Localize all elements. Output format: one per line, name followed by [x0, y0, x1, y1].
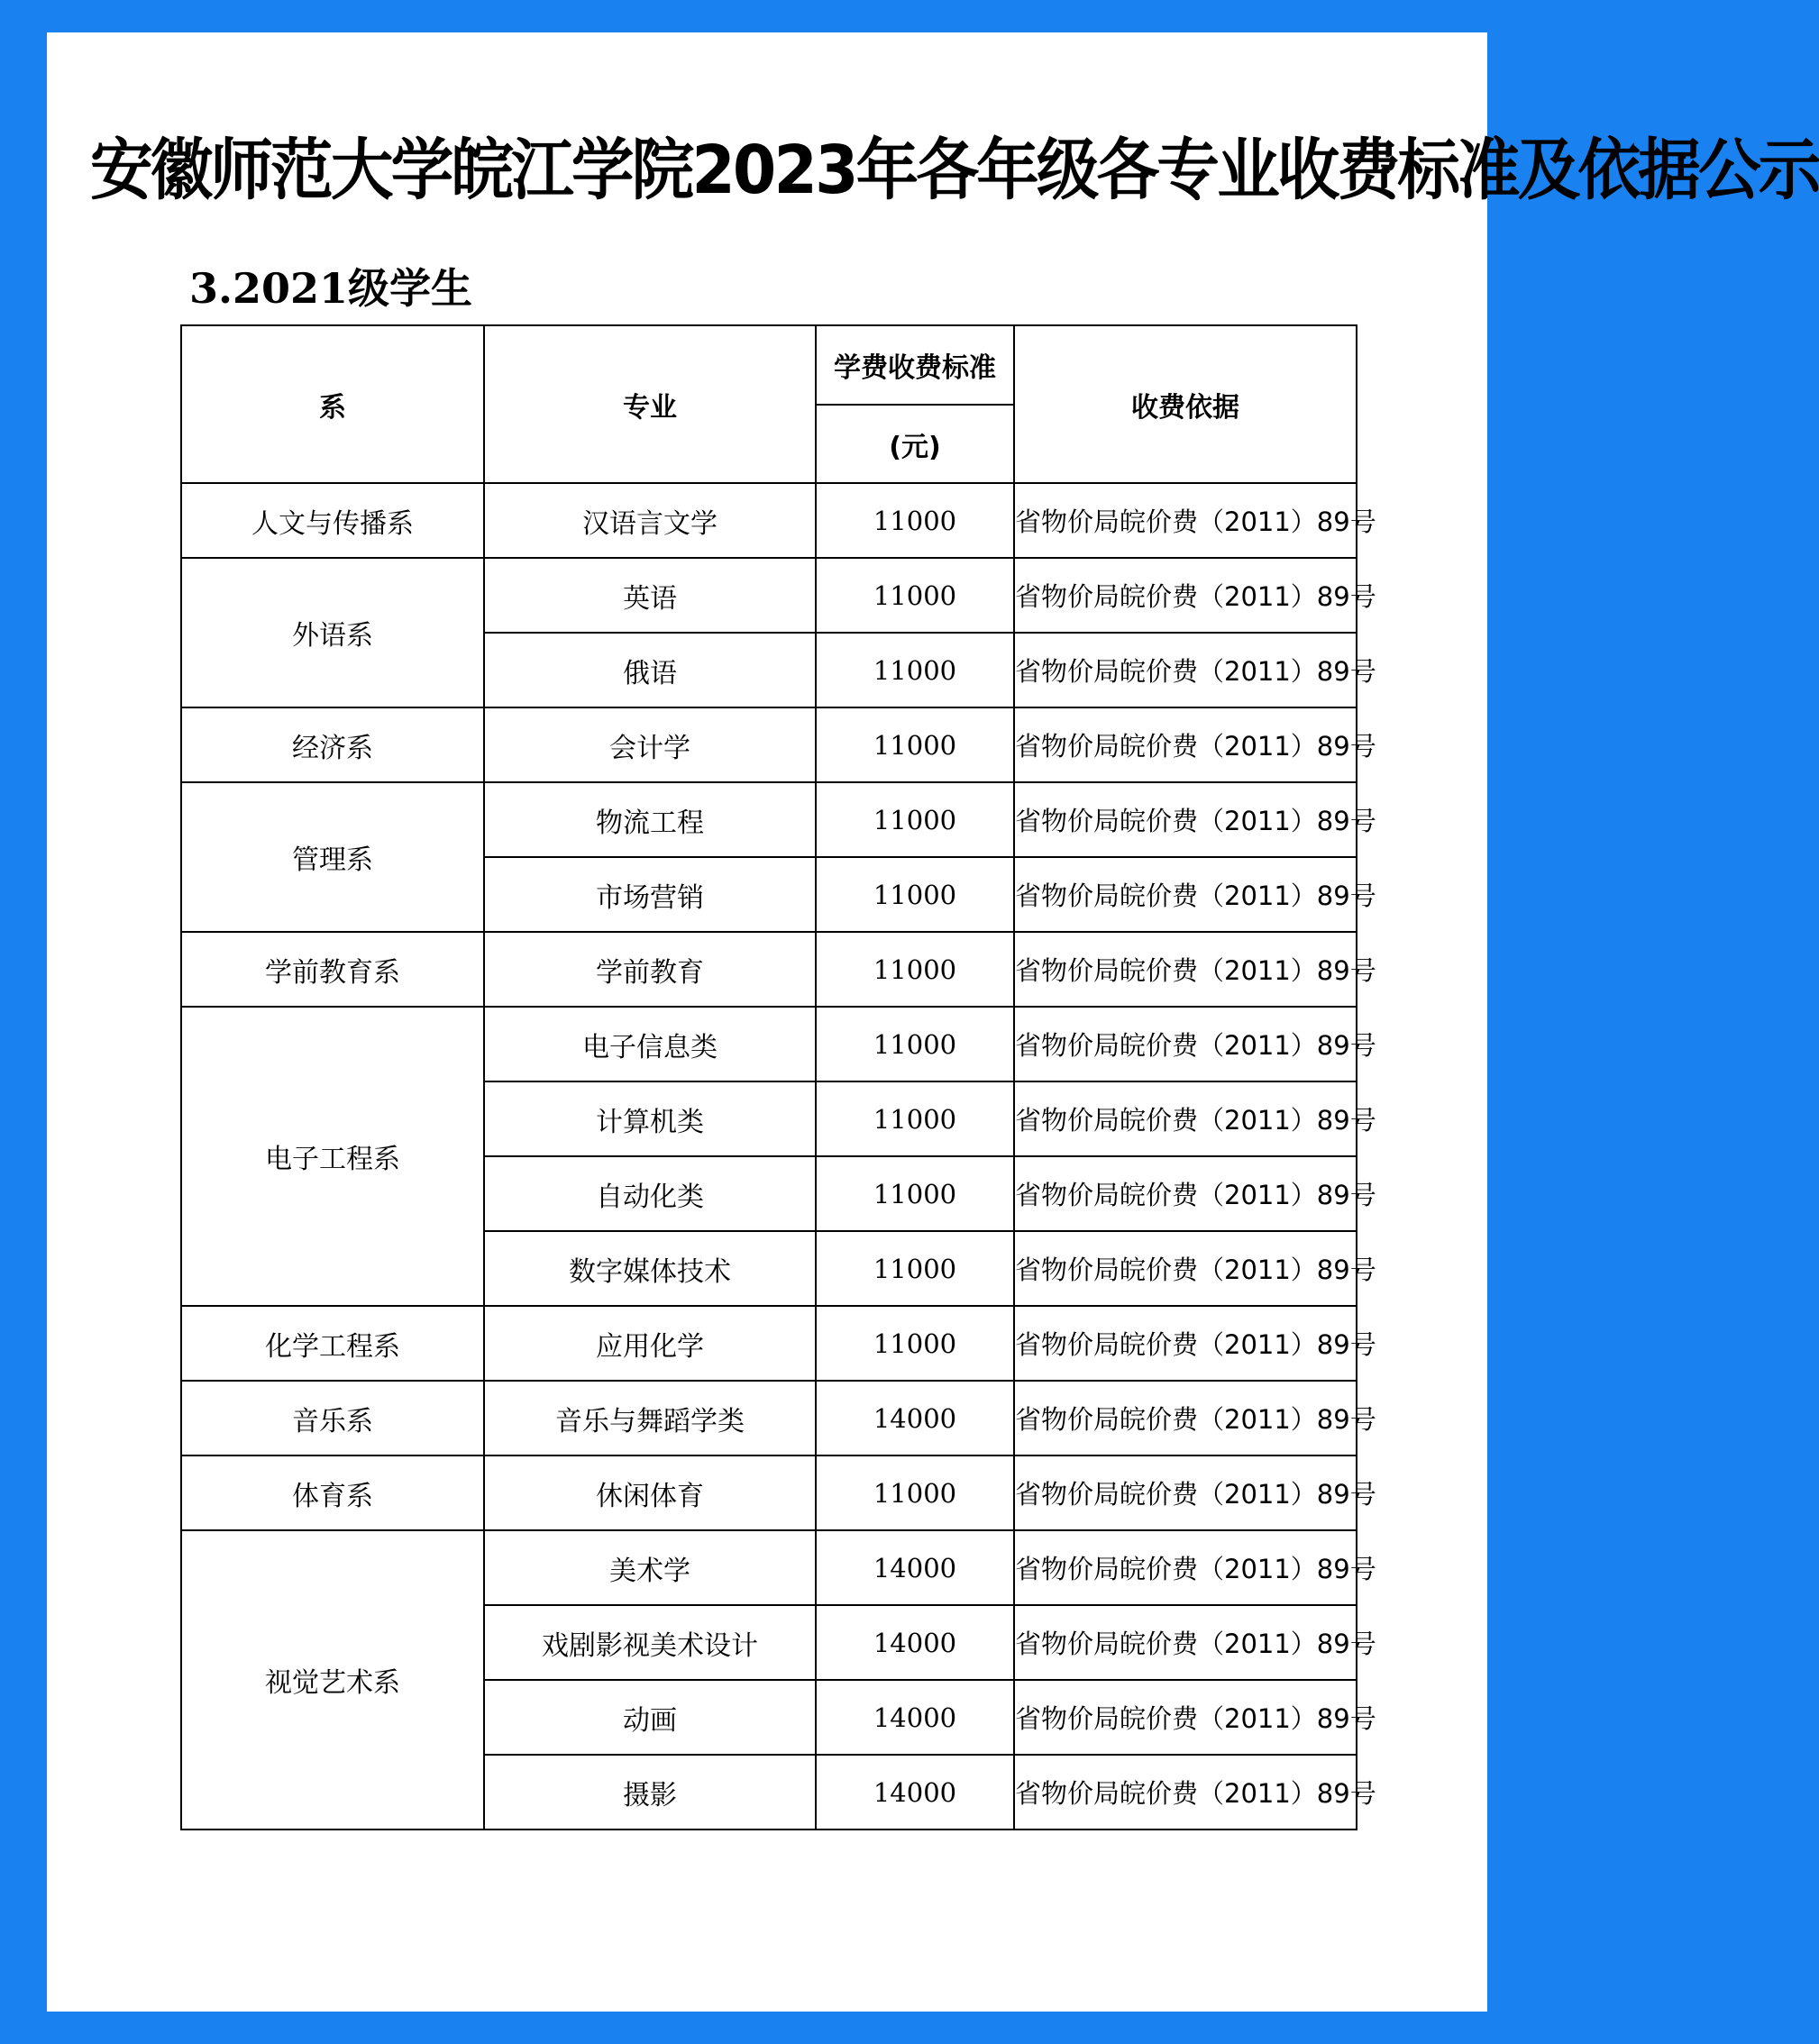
- basis-cell: 省物价局皖价费（2011）89号: [1014, 1755, 1357, 1830]
- basis-cell: 省物价局皖价费（2011）89号: [1014, 1605, 1357, 1680]
- basis-cell: 省物价局皖价费（2011）89号: [1014, 633, 1357, 707]
- department-cell: 人文与传播系: [181, 483, 484, 558]
- major-cell: 动画: [484, 1680, 816, 1755]
- fee-cell: 14000: [816, 1605, 1014, 1680]
- basis-cell: 省物价局皖价费（2011）89号: [1014, 483, 1357, 558]
- table-row: [181, 707, 1357, 782]
- major-cell: 摄影: [484, 1755, 816, 1830]
- table-row: [181, 932, 1357, 1007]
- header-fee: 学费收费标准: [816, 325, 1014, 405]
- major-cell: 应用化学: [484, 1306, 816, 1381]
- table-row: [181, 1530, 1357, 1605]
- table-row: [181, 483, 1357, 558]
- fee-cell: 11000: [816, 1007, 1014, 1081]
- major-cell: 戏剧影视美术设计: [484, 1605, 816, 1680]
- basis-cell: 省物价局皖价费（2011）89号: [1014, 1530, 1357, 1605]
- section-heading: 3.2021级学生: [189, 264, 473, 313]
- fee-cell: 11000: [816, 483, 1014, 558]
- department-cell: 视觉艺术系: [181, 1530, 484, 1830]
- basis-cell: 省物价局皖价费（2011）89号: [1014, 707, 1357, 782]
- fee-cell: 11000: [816, 558, 1014, 633]
- table-body: [181, 483, 1376, 1830]
- major-cell: 电子信息类: [484, 1007, 816, 1081]
- department-cell: 音乐系: [181, 1381, 484, 1455]
- document-page: [47, 32, 1819, 2012]
- basis-cell: 省物价局皖价费（2011）89号: [1014, 1381, 1357, 1455]
- major-cell: 物流工程: [484, 782, 816, 857]
- fee-cell: 11000: [816, 1306, 1014, 1381]
- major-cell: 数字媒体技术: [484, 1231, 816, 1306]
- fee-cell: 11000: [816, 1455, 1014, 1530]
- fee-cell: 11000: [816, 1231, 1014, 1306]
- table-row: [181, 1306, 1357, 1381]
- page-title: 安徽师范大学皖江学院2023年各年级各专业收费标准及依据公示: [89, 132, 1819, 209]
- major-cell: 英语: [484, 558, 816, 633]
- major-cell: 会计学: [484, 707, 816, 782]
- major-cell: 音乐与舞蹈学类: [484, 1381, 816, 1455]
- fee-cell: 11000: [816, 1081, 1014, 1156]
- department-cell: 学前教育系: [181, 932, 484, 1007]
- fee-cell: 14000: [816, 1680, 1014, 1755]
- basis-cell: 省物价局皖价费（2011）89号: [1014, 1081, 1357, 1156]
- basis-cell: 省物价局皖价费（2011）89号: [1014, 1156, 1357, 1231]
- major-cell: 俄语: [484, 633, 816, 707]
- major-cell: 自动化类: [484, 1156, 816, 1231]
- basis-cell: 省物价局皖价费（2011）89号: [1014, 857, 1357, 932]
- basis-cell: 省物价局皖价费（2011）89号: [1014, 1455, 1357, 1530]
- basis-cell: 省物价局皖价费（2011）89号: [1014, 782, 1357, 857]
- basis-cell: 省物价局皖价费（2011）89号: [1014, 558, 1357, 633]
- fee-cell: 14000: [816, 1381, 1014, 1455]
- basis-cell: 省物价局皖价费（2011）89号: [1014, 1306, 1357, 1381]
- department-cell: 管理系: [181, 782, 484, 932]
- header-department: 系: [181, 325, 484, 483]
- major-cell: 市场营销: [484, 857, 816, 932]
- table-row: [181, 782, 1357, 857]
- major-cell: 学前教育: [484, 932, 816, 1007]
- fee-cell: 11000: [816, 1156, 1014, 1231]
- table-row: [181, 1455, 1357, 1530]
- fee-cell: 11000: [816, 932, 1014, 1007]
- header-fee-unit: (元): [816, 405, 1014, 483]
- department-cell: 外语系: [181, 558, 484, 707]
- department-cell: 化学工程系: [181, 1306, 484, 1381]
- table-row: [181, 558, 1357, 633]
- department-cell: 经济系: [181, 707, 484, 782]
- header-major: 专业: [484, 325, 816, 483]
- major-cell: 美术学: [484, 1530, 816, 1605]
- fee-cell: 14000: [816, 1530, 1014, 1605]
- fee-table: [180, 324, 1376, 1830]
- department-cell: 体育系: [181, 1455, 484, 1530]
- fee-cell: 11000: [816, 857, 1014, 932]
- table-row: [181, 1381, 1357, 1455]
- major-cell: 休闲体育: [484, 1455, 816, 1530]
- major-cell: 汉语言文学: [484, 483, 816, 558]
- fee-cell: 11000: [816, 633, 1014, 707]
- fee-cell: 14000: [816, 1755, 1014, 1830]
- basis-cell: 省物价局皖价费（2011）89号: [1014, 932, 1357, 1007]
- basis-cell: 省物价局皖价费（2011）89号: [1014, 1680, 1357, 1755]
- basis-cell: 省物价局皖价费（2011）89号: [1014, 1231, 1357, 1306]
- table-row: [181, 1007, 1357, 1081]
- header-row: [181, 325, 1357, 405]
- department-cell: 电子工程系: [181, 1007, 484, 1306]
- fee-cell: 11000: [816, 782, 1014, 857]
- basis-cell: 省物价局皖价费（2011）89号: [1014, 1007, 1357, 1081]
- fee-cell: 11000: [816, 707, 1014, 782]
- major-cell: 计算机类: [484, 1081, 816, 1156]
- header-basis: 收费依据: [1014, 325, 1357, 483]
